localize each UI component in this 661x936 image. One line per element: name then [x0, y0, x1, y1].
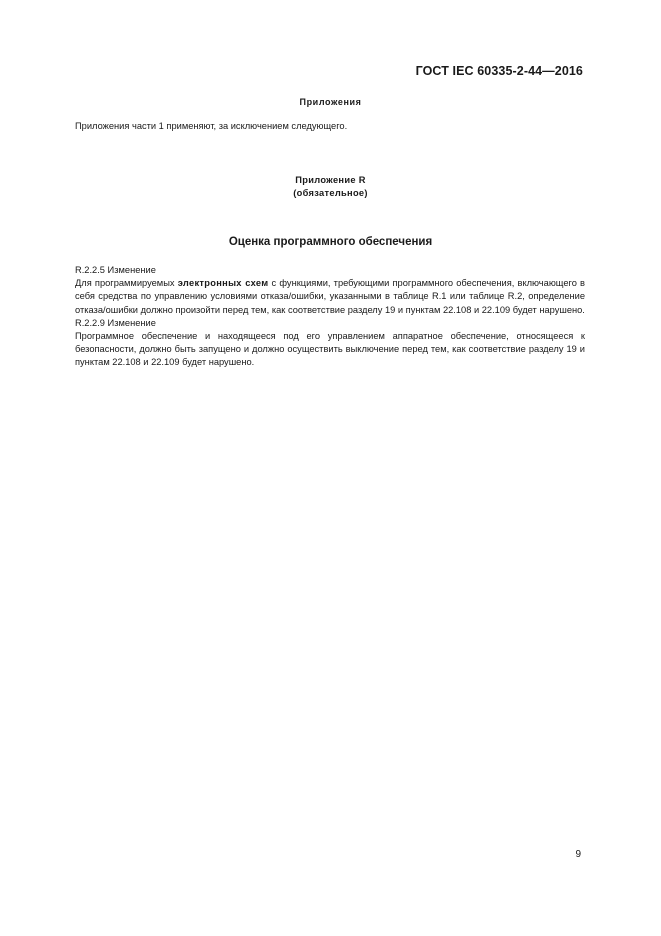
clause-text: Программное обеспечение и находящееся под его управлением аппаратное обеспечение, относящееся к безопасности, должно быть запущено и должно осуществить выключение перед тем, как соответствие разделу 19 и пунктам 22.108 и 22.109 будет нарушено.: [75, 331, 585, 368]
clause-number: R.2.2.9 Изменение: [75, 317, 156, 328]
page-number: 9: [575, 849, 581, 860]
clause-text: [75, 277, 585, 317]
annex-status: (обязательное): [293, 188, 368, 198]
section-intro: Приложения части 1 применяют, за исключением следующего.: [75, 121, 348, 131]
annex-heading: Оценка программного обеспечения: [228, 236, 433, 248]
clause-text-emphasis: электронных схем: [177, 278, 269, 289]
document-code: ГОСТ IEC 60335-2-44—2016: [415, 64, 583, 78]
section-title: Приложения: [299, 97, 362, 107]
clause-number: R.2.2.5 Изменение: [75, 265, 156, 275]
clauses-block: [75, 264, 585, 370]
annex-title-block: [0, 174, 661, 200]
clause-text-part: Для программируемых: [75, 278, 178, 289]
clause-text-part: с функциями, требующими программного обеспечения, включающего в себя средства по управлению условиями отказа/ошибки, указанными в таблице R.1 или таблице R.2, определение отказа/ошибки должно произойти перед тем, как соответствие разделу 19 и пунктам 22.108 и 22.109 будет нарушено.: [75, 278, 585, 315]
annex-title: Приложение R: [295, 175, 366, 185]
